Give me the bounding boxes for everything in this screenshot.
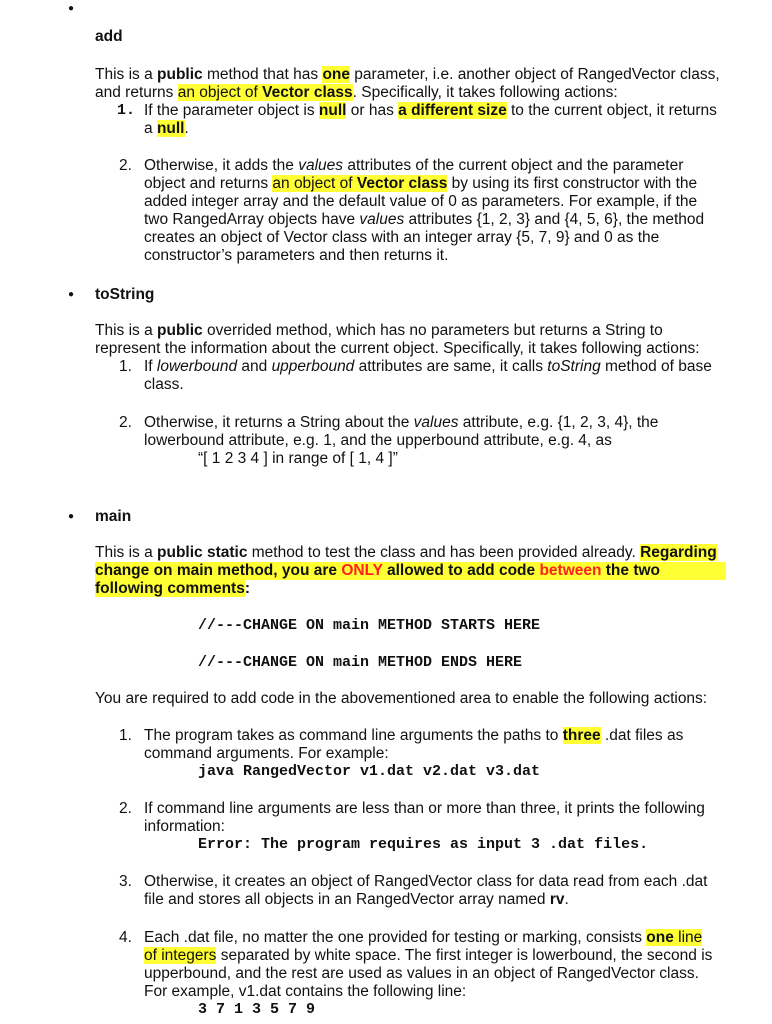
add-intro-line-2: and returns an object of Vector class. Specifically, it takes following actions:	[95, 84, 618, 101]
main-item4-line-3: upperbound, and the rest are used as values in an object of RangedVector class.	[144, 965, 699, 982]
section-heading-main: main	[95, 508, 132, 525]
main-item2-number: 2.	[119, 800, 132, 817]
main-item4-number: 4.	[119, 929, 132, 946]
tostring-intro-line-1: This is a public overrided method, which has no parameters but returns a String to	[95, 322, 663, 339]
tostring-item2-number: 2.	[119, 414, 132, 431]
tostring-item1-line-1: If lowerbound and upperbound attributes are same, it calls toString method of base	[144, 358, 712, 375]
main-intro-line-1: This is a public static method to test the class and has been provided already. Regarding	[95, 544, 717, 561]
main-item1-line-2: command arguments. For example:	[144, 745, 389, 762]
main-item4-line-4: For example, v1.dat contains the following line:	[144, 983, 467, 1000]
main-item2-line-1: If command line arguments are less than or more than three, it prints the following	[144, 800, 705, 817]
add-item1-line-1: If the parameter object is null or has a different size to the current object, it returns	[144, 102, 717, 119]
add-item1-line-2: a null.	[144, 120, 189, 137]
comment-end: //---CHANGE ON main METHOD ENDS HERE	[198, 654, 523, 671]
add-item2-line-1: Otherwise, it adds the values attributes of the current object and the parameter	[144, 157, 684, 174]
main-item3-line-1: Otherwise, it creates an object of RangedVector class for data read from each .dat	[144, 873, 708, 890]
main-item4-line-1: Each .dat file, no matter the one provided for testing or marking, consists one line	[144, 929, 703, 946]
main-item4-line-2: of integers separated by white space. The first integer is lowerbound, the second is	[144, 947, 713, 964]
main-item3-line-2: file and stores all objects in an RangedVector array named rv.	[144, 891, 569, 908]
add-item2-number: 2.	[119, 157, 132, 174]
main-item1-number: 1.	[119, 727, 132, 744]
main-item1-line-1: The program takes as command line arguments the paths to three .dat files as	[144, 727, 684, 744]
main-intro-line-3: following comments:	[95, 580, 251, 597]
add-intro-line-1: This is a public method that has one parameter, i.e. another object of RangedVector class,	[95, 66, 720, 83]
tostring-item2-line-2: lowerbound attribute, e.g. 1, and the upperbound attribute, e.g. 4, as	[144, 432, 612, 449]
section-heading-tostring: toString	[95, 286, 155, 303]
comment-start: //---CHANGE ON main METHOD STARTS HERE	[198, 617, 541, 634]
main-item1-code: java RangedVector v1.dat v2.dat v3.dat	[198, 763, 541, 780]
bullet: ●	[68, 511, 75, 522]
main-item4-code: 3 7 1 3 5 7 9	[198, 1001, 316, 1018]
add-item2-line-3: added integer array and the default value of 0 as parameters. For example, if the	[144, 193, 698, 210]
add-item2-line-4: two RangedArray objects have values attributes {1, 2, 3} and {4, 5, 6}, the method	[144, 211, 705, 228]
main-required-text: You are required to add code in the abovementioned area to enable the following actions:	[95, 690, 708, 707]
tostring-example-output: “[ 1 2 3 4 ] in range of [ 1, 4 ]”	[198, 450, 398, 467]
main-intro-line-2: change on main method, you are ONLY allowed to add code between the two	[95, 562, 726, 580]
section-heading-add: add	[95, 28, 123, 45]
tostring-item1-line-2: class.	[144, 376, 184, 393]
add-item2-line-5: creates an object of Vector class with an integer array {5, 7, 9} and 0 as the	[144, 229, 660, 246]
tostring-item1-number: 1.	[119, 358, 132, 375]
main-item2-line-2: information:	[144, 818, 225, 835]
main-item3-number: 3.	[119, 873, 132, 890]
main-item2-code: Error: The program requires as input 3 .dat files.	[198, 836, 649, 853]
bullet: ●	[68, 3, 75, 14]
add-item2-line-2: object and returns an object of Vector class by using its first constructor with the	[144, 175, 698, 192]
add-item2-line-6: constructor’s parameters and then returns it.	[144, 247, 449, 264]
tostring-intro-line-2: represent the information about the current object. Specifically, it takes following actions:	[95, 340, 700, 357]
add-item1-number: 1.	[117, 102, 136, 119]
bullet: ●	[68, 289, 75, 300]
tostring-item2-line-1: Otherwise, it returns a String about the values attribute, e.g. {1, 2, 3, 4}, the	[144, 414, 659, 431]
